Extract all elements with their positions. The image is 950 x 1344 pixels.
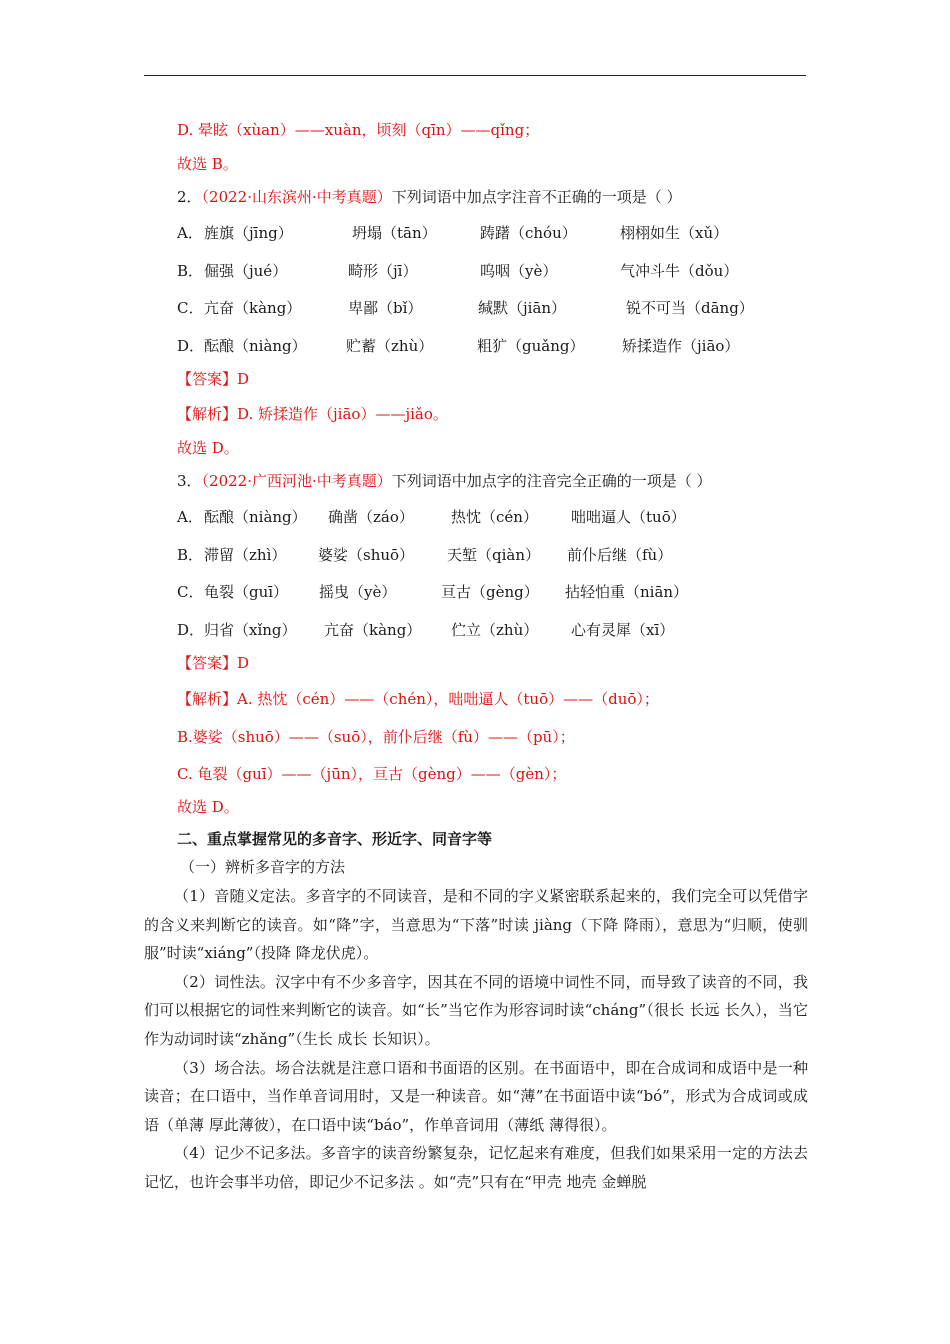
- q2-a4: 栩栩如生（xǔ）: [620, 224, 729, 242]
- q3-c2: 摇曳（yè）: [319, 583, 397, 601]
- q2-conclusion: 故选 D。: [177, 439, 239, 457]
- q3-d1: 归省（xǐng）: [204, 621, 297, 639]
- q2-d2: 贮蓄（zhù）: [346, 337, 434, 355]
- section2-body: [144, 882, 808, 1197]
- q2-d4: 矫揉造作（jiāo）: [622, 337, 740, 355]
- q3-stem: [177, 471, 712, 491]
- q3-d4: 心有灵犀（xī）: [571, 621, 675, 639]
- q3-b2: 婆娑（shuō）: [318, 546, 415, 564]
- q1-conclusion: 故选 B。: [177, 155, 238, 173]
- paragraph-4: （4）记少不记多法。多音字的读音纷繁复杂，记忆起来有难度，但我们如果采用一定的方法去记忆，也许会事半功倍，即记少不记多法 。如“壳”只有在“甲壳 地壳 金蝉脱: [144, 1144, 808, 1191]
- paragraph-2: （2）词性法。汉字中有不少多音字，因其在不同的语境中词性不同，而导致了读音的不同，我们可以根据它的词性来判断它的读音。如“长”当它作为形容词时读“cháng”（很长 长远 长久），当它作为动词时读“zhǎng”（生长 成长 长知识）。: [144, 972, 808, 1048]
- q2-label-a: A．: [177, 224, 203, 242]
- q2-c2: 卑鄙（bǐ）: [348, 299, 423, 317]
- q3-a2: 确凿（záo）: [328, 508, 414, 526]
- q3-b4: 前仆后继（fù）: [567, 546, 673, 564]
- q2-a1: 旌旗（jīng）: [204, 224, 293, 242]
- q3-c1: 龟裂（guī）: [204, 583, 289, 601]
- q2-d3: 粗犷（guǎng）: [477, 337, 585, 355]
- q2-c3: 缄默（jiān）: [478, 299, 567, 317]
- q2-a3: 踌躇（chóu）: [480, 224, 577, 242]
- q3-c4: 拈轻怕重（niān）: [565, 583, 689, 601]
- q3-conclusion: 故选 D。: [177, 798, 239, 816]
- q2-a2: 坍塌（tān）: [352, 224, 437, 242]
- q2-stem: [177, 187, 682, 207]
- q3-d2: 亢奋（kàng）: [324, 621, 422, 639]
- paragraph-3: （3）场合法。场合法就是注意口语和书面语的区别。在书面语中，即在合成词和成语中是一种读音；在口语中，当作单音词用时，又是一种读音。如“薄”在书面语中读“bó”，形式为合成词或成语（单薄 厚此薄彼），在口语中读“báo”，作单音词用（薄纸 薄得很）。: [144, 1058, 808, 1134]
- q3-number: 3．: [177, 472, 202, 490]
- q2-d1: 酝酿（niàng）: [204, 337, 307, 355]
- q2-label-c: C．: [177, 299, 204, 317]
- q3-analysis-c: C. 龟裂（guī）——（jūn），亘古（gèng）——（gèn）；: [177, 765, 567, 783]
- q2-label-b: B．: [177, 262, 204, 280]
- q3-analysis-a: 【解析】A. 热忱（cén）——（chén），咄咄逼人（tuō）——（duō）；: [177, 690, 659, 708]
- q3-a1: 酝酿（niàng）: [204, 508, 307, 526]
- q3-label-a: A．: [177, 508, 203, 526]
- q3-a4: 咄咄逼人（tuō）: [571, 508, 686, 526]
- q2-b3: 呜咽（yè）: [480, 262, 558, 280]
- section2-subheading: （一）辨析多音字的方法: [180, 858, 346, 876]
- header-rule: [144, 75, 806, 76]
- q2-stem-text: 下列词语中加点字注音不正确的一项是（ ）: [391, 188, 682, 206]
- q3-source: （2022·广西河池·中考真题）: [201, 472, 392, 490]
- q2-number: 2．: [177, 188, 202, 206]
- q1-option-d-analysis: D. 晕眩（xùan）——xuàn，顷刻（qīn）——qǐng；: [177, 121, 540, 139]
- q3-label-d: D．: [177, 621, 205, 639]
- paragraph-1: （1）音随义定法。多音字的不同读音，是和不同的字义紧密联系起来的，我们完全可以凭借字的含义来判断它的读音。如“降”字，当意思为“下落”时读 jiàng（下降 降雨），意思为“归顺，使驯服”时读“xiáng”（投降 降龙伏虎）。: [144, 887, 808, 963]
- q2-c1: 亢奋（kàng）: [204, 299, 302, 317]
- q3-analysis-b: B.婆娑（shuō）——（suō），前仆后继（fù）——（pū）；: [177, 728, 575, 746]
- q3-label-b: B．: [177, 546, 204, 564]
- q3-label-c: C．: [177, 583, 204, 601]
- q3-d3: 伫立（zhù）: [451, 621, 539, 639]
- q2-b2: 畸形（jī）: [348, 262, 418, 280]
- q2-b1: 倔强（jué）: [204, 262, 288, 280]
- q2-analysis: 【解析】D. 矫揉造作（jiāo）——jiǎo。: [177, 405, 448, 423]
- q3-c3: 亘古（gèng）: [441, 583, 539, 601]
- q3-stem-text: 下列词语中加点字的注音完全正确的一项是（ ）: [391, 472, 712, 490]
- q3-b1: 滞留（zhì）: [204, 546, 287, 564]
- q2-label-d: D．: [177, 337, 205, 355]
- q2-b4: 气冲斗牛（dǒu）: [620, 262, 739, 280]
- q2-answer: 【答案】D: [177, 370, 250, 388]
- q3-b3: 天堑（qiàn）: [447, 546, 541, 564]
- q2-c4: 锐不可当（dāng）: [626, 299, 754, 317]
- q2-source: （2022·山东滨州·中考真题）: [201, 188, 392, 206]
- q3-a3: 热忱（cén）: [451, 508, 538, 526]
- q3-answer: 【答案】D: [177, 654, 250, 672]
- section2-heading: 二、重点掌握常见的多音字、形近字、同音字等: [177, 830, 493, 848]
